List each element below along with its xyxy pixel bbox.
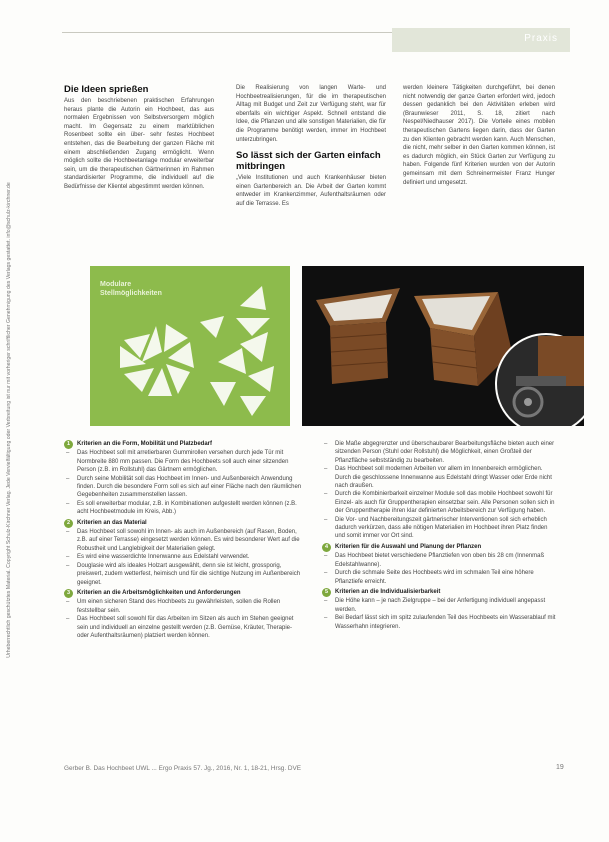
list-item: – Es soll erweiterbar modular, z.B. in Kombinationen aufgestellt werden können (z.B. acht Hochbeetmodule im Kreis, Abb.) xyxy=(62,500,302,517)
module-shape xyxy=(240,396,266,416)
criteria-list-left xyxy=(62,440,302,642)
criterion-section xyxy=(62,589,302,640)
criterion-section xyxy=(62,519,302,587)
criterion-items xyxy=(320,597,558,631)
body-paragraph: Die Realisierung von langen Warte- und Hochbeetrealisierungen, für die im therapeutischen Alltag mit Budget und Zeit zur Verfügung steht, war für ebenfalls ein wichtiger Aspekt. Schnell entstand die Idee, die Pflanzen und alle sonstigen Materialien, die für die Programme benötigt werden, immer im Hochbeet unterzubringen. xyxy=(236,85,386,143)
figure-title-line: Stellmöglichkeiten xyxy=(100,290,162,297)
criteria-list-right xyxy=(320,440,558,633)
section-label: Praxis xyxy=(524,33,558,44)
list-item: – Das Hochbeet soll sowohl im Innen- als auch im Außenbereich (auf Rasen, Boden, z.B. auf einer Terrasse) eingesetzt werden können. Es wird besonderer Wert auf die Robustheit und Langlebigkeit der Materialien gelegt. xyxy=(62,528,302,553)
list-item: – Das Hochbeet soll modernen Arbeiten vor allem im Innenbereich ermöglichen. Durch die geschlossene Innenwanne aus Edelstahl dringt Wasser oder Erde nicht nach draußen. xyxy=(320,465,558,490)
list-item: – Douglasie wird als ideales Holzart ausgewählt, denn sie ist leicht, grossporig, preiswert, zudem wetterfest, heimisch und für die sichtige Nutzung im Außenbereich geeignet. xyxy=(62,562,302,587)
section-heading: Die Ideen sprießen xyxy=(64,84,149,95)
figure-title xyxy=(100,280,162,298)
criterion-number-badge: 4 xyxy=(322,543,331,552)
list-item: – Es wird eine wasserdichte Innenwanne aus Edelstahl verwendet. xyxy=(62,553,302,561)
raised-bed-photo-illustration xyxy=(302,266,584,426)
footer-citation: Gerber B. Das Hochbeet UWL ... Ergo Praxis 57. Jg., 2016, Nr. 1, 18-21, Hrsg. DVE xyxy=(64,765,302,772)
list-item: – Das Hochbeet soll sowohl für das Arbeiten im Sitzen als auch im Stehen geeignet sein und individuell an einzelne gestellt werden (z.B. Gemüse, Kräuter, Therapie- oder Aufenthaltsräumen) platziert werden können. xyxy=(62,615,302,640)
list-item: – Die Höhe kann – je nach Zielgruppe – bei der Anfertigung individuell angepasst werden. xyxy=(320,597,558,614)
criterion-items xyxy=(320,440,558,541)
body-paragraph: „Viele Institutionen und auch Krankenhäuser bieten einen Gartenbereich an. Die Arbeit der Garten kommt entweder im Krankenzimmer, Aufenthaltsräumen oder auf die Terrasse. Es xyxy=(236,175,386,207)
list-item: – Das Hochbeet soll mit arretierbaren Gummirollen versehen durch jede Tür mit Normbreite 880 mm passen. Die Form des Hochbeets soll auch einer sitzenden Person (z.B. im Rollstuhl) das Gärtnern ermöglichen. xyxy=(62,449,302,474)
criterion-number-badge: 3 xyxy=(64,589,73,598)
body-paragraph: werden kleinere Tätigkeiten durchgeführt, bei denen nicht notwendig der ganze Garten erfordert wird, jedoch dessen gedanklich bei den Aktivitäten erleben wird (Braunwieser 2011, S. 18, zitiert nach Nespel/Niedhauser 2017). Die Vorteile eines mobilen therapeutischen Gartens liegen darin, dass der Garten zu den Klienten gebracht werden kann. Auch Menschen, die nicht, mehr selber in den Garten kommen können, ist es dadurch möglich, ein Stück Garten zur Verfügung zu haben. Folgende fünf Kriterien wurden von der Autorin gemeinsam mit dem Schreinermeister Franz Hunger definiert und umgesetzt. xyxy=(403,85,555,186)
criterion-heading-text: Kriterien an die Individualisierbarkeit xyxy=(335,588,441,595)
criterion-number-badge: 2 xyxy=(64,519,73,528)
module-shape xyxy=(218,348,246,374)
article-column-3 xyxy=(403,84,555,189)
criterion-heading-text: Kriterien an das Material xyxy=(77,519,147,526)
criterion-items xyxy=(62,528,302,587)
list-item: – Die Maße abgegrenzter und überschaubarer Bearbeitungsfläche bieten auch einer sitzenden Person (Stuhl oder Rollstuhl) die Möglichkeit, einen Großteil der Pflanzfläche selbstständig zu bearbeiten. xyxy=(320,440,558,465)
copyright-notice xyxy=(2,60,26,780)
figure-title-line: Modulare xyxy=(100,281,132,288)
module-shape xyxy=(248,366,274,392)
list-item: – Um einen sicheren Stand des Hochbeets zu gewährleisten, sollen die Rollen feststellbar sein. xyxy=(62,598,302,615)
criterion-items xyxy=(62,598,302,640)
list-item: – Die Vor- und Nachbereitungszeit gärtnerischer Interventionen soll sich erheblich dadurch verkürzen, dass alle nötigen Materialien im Hochbeet ihren Platz finden und somit immer vor Ort sind. xyxy=(320,516,558,541)
module-shape xyxy=(240,332,268,362)
criterion-number-badge: 5 xyxy=(322,588,331,597)
list-item: – Das Hochbeet bietet verschiedene Pflanztiefen von oben bis 28 cm (Innenmaß Edelstahlwanne). xyxy=(320,552,558,569)
criterion-items xyxy=(320,552,558,586)
list-item: – Durch die schmale Seite des Hochbeets wird im schmalen Teil eine höhere Pflanztiefe erreicht. xyxy=(320,569,558,586)
copyright-text: Urheberrechtlich geschütztes Material. Copyright Schulz-Kirchner Verlag. Jede Vervielfältigung oder Verbreitung ist nur mit vorheriger schriftlicher Genehmigung des Verlags gestattet. info@schulz-kirchner.de xyxy=(6,182,12,658)
list-item: – Durch seine Mobilität soll das Hochbeet im Innen- und Außenbereich Anwendung finden. Durch die besondere Form soll es sich auf einer Fläche nach den räumlichen Gegebenheiten zusammenstellen lassen. xyxy=(62,475,302,500)
list-item: – Bei Bedarf lässt sich im spitz zulaufenden Teil des Hochbeets ein Wasserablauf mit Wasserhahn integrieren. xyxy=(320,614,558,631)
criterion-heading-text: Kriterien an die Arbeitsmöglichkeiten und Anforderungen xyxy=(77,589,241,596)
module-shape xyxy=(200,316,224,338)
criterion-section xyxy=(320,543,558,586)
raised-bed-photo xyxy=(302,266,584,426)
module-shape xyxy=(240,286,266,310)
criterion-heading xyxy=(320,543,558,551)
module-shape xyxy=(236,318,270,336)
criterion-heading-text: Kriterien an die Form, Mobilität und Platzbedarf xyxy=(77,441,213,447)
module-shape xyxy=(124,368,154,392)
criterion-heading xyxy=(62,519,302,527)
criterion-heading-text: Kriterien für die Auswahl und Planung der Pflanzen xyxy=(335,543,482,550)
criterion-heading xyxy=(62,440,302,448)
criterion-section xyxy=(62,440,302,517)
criterion-heading xyxy=(62,589,302,597)
criterion-items xyxy=(62,449,302,516)
body-paragraph: Aus den beschriebenen praktischen Erfahrungen heraus plante die Autorin ein Hochbeet, das aus normalen Ergebnissen von Selbstversorgern möglich macht. Im Gegensatz zu einem marktüblichen Rosenbeet sollte ein über- sehr festes Hochbeet entstehen, das die Bearbeitung der ganzen Fläche mit einem abschließenden Zugang ermöglicht. Wenn möglich sollte die Hochbeetanlage modular erweiterbar sein, um die therapeutischen Gärtnerinnen im Rahmen standardisierter Programme, die individuell auf die Bedürfnisse der Klientel abgestimmt werden können. xyxy=(64,98,214,190)
criterion-number-badge: 1 xyxy=(64,440,73,449)
article-column-2 xyxy=(236,84,386,211)
section-heading: So lässt sich der Garten einfach mitbringen xyxy=(236,150,381,173)
article-column-1 xyxy=(64,84,214,194)
module-shape xyxy=(210,382,236,406)
criterion-section xyxy=(320,588,558,631)
page-number: 19 xyxy=(556,764,564,771)
modular-arrangement-figure xyxy=(90,266,290,426)
list-item: – Durch die Kombinierbarkeit einzelner Module soll das mobile Hochbeet sowohl für Einzel- als auch für Gruppentherapien einsetzbar sein. Alle Personen sollen sich in der Gruppentherapie ihren klar definierten Arbeitsbereich zur Verfügung haben. xyxy=(320,490,558,515)
criterion-heading xyxy=(320,588,558,596)
section-tab xyxy=(392,28,570,52)
